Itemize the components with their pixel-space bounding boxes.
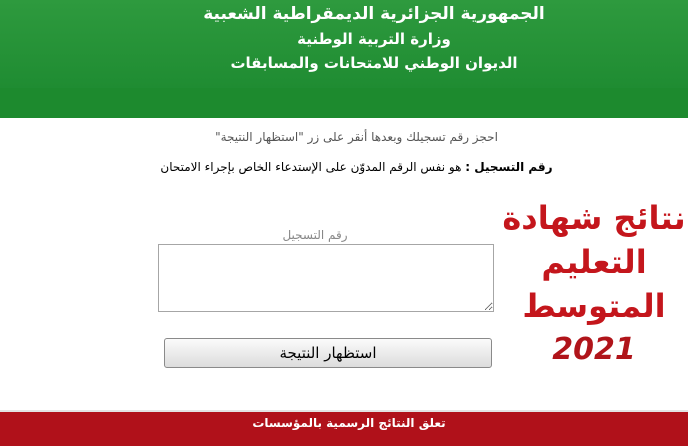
overlay-line-2: التعليم <box>541 243 647 281</box>
header-stripe <box>0 88 688 118</box>
republic-title: الجمهورية الجزائرية الديمقراطية الشعبية <box>203 4 545 24</box>
site-header <box>0 0 688 88</box>
site-footer <box>0 410 688 446</box>
instruction-line-1: احجز رقم تسجيلك وبعدها أنقر على زر "استظهار النتيجة" <box>215 130 498 144</box>
ministry-title: وزارة التربية الوطنية <box>297 30 451 48</box>
instruction-line-2 <box>0 160 688 174</box>
registration-label: رقم التسجيل <box>282 228 348 242</box>
registration-number-input[interactable] <box>158 244 494 312</box>
results-announcement-overlay <box>500 196 688 372</box>
overlay-line-3: المتوسط <box>522 287 666 325</box>
overlay-line-1: نتائج شهادة <box>502 199 686 237</box>
registration-note-label: رقم التسجيل : <box>465 160 553 174</box>
footer-divider <box>0 410 688 412</box>
registration-note-text: هو نفس الرقم المدوّن على الإستدعاء الخاص بإجراء الامتحان <box>160 160 466 174</box>
overlay-year: 2021 <box>552 332 636 367</box>
office-title: الديوان الوطني للامتحانات والمسابقات <box>230 54 518 72</box>
show-result-button[interactable]: استظهار النتيجة <box>164 338 492 368</box>
footer-notice: تعلق النتائج الرسمية بالمؤسسات <box>252 416 446 430</box>
